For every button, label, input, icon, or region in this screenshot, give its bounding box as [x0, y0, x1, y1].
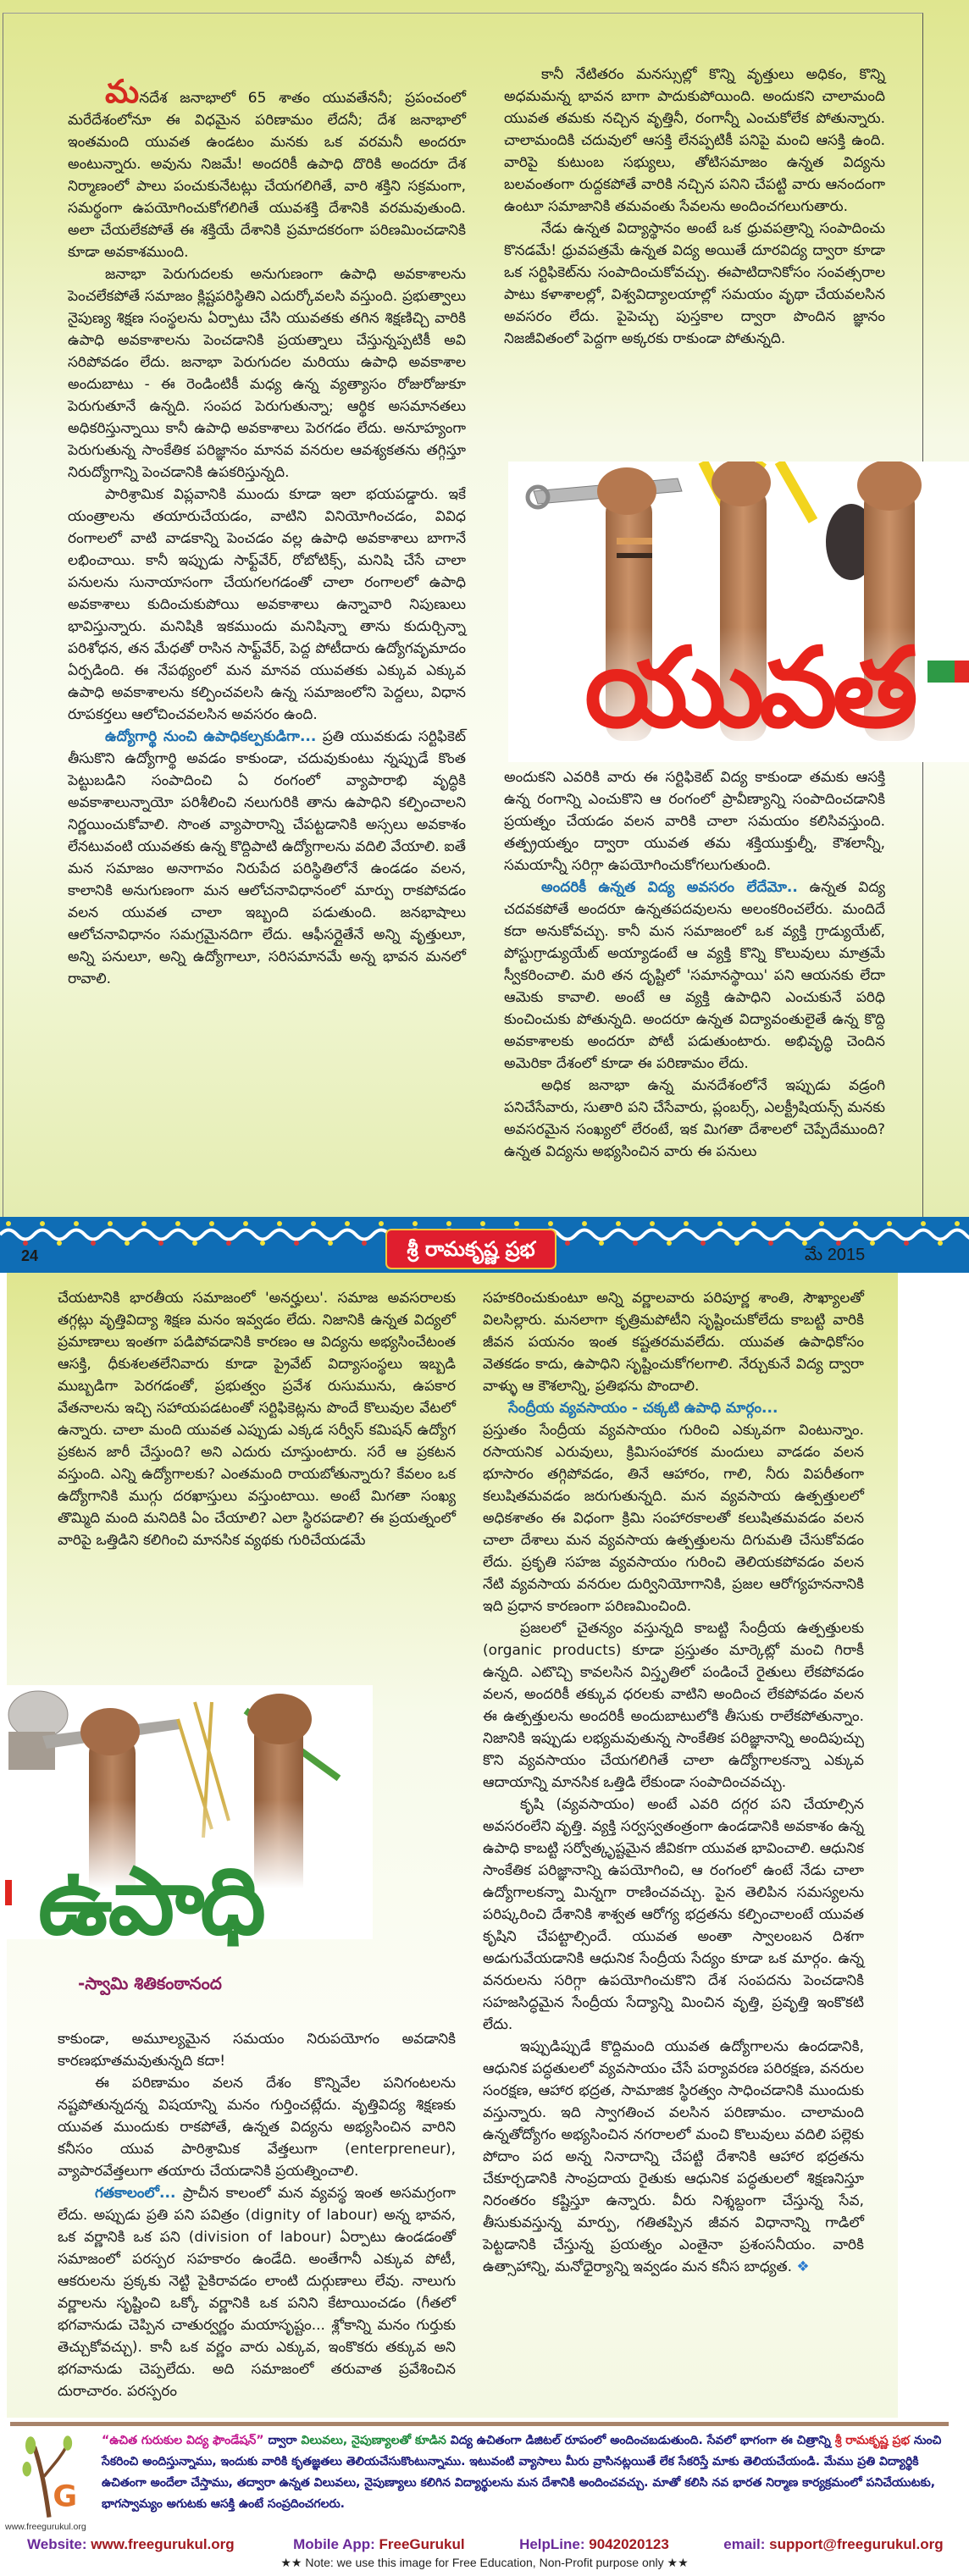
decorative-dot: [379, 1221, 384, 1226]
paragraph: అధిక జనాభా ఉన్న మనదేశంలోనే ఇప్పుడు వడ్రంగి పనిచేసేవారు, సుతారి పని చేసేవారు, ప్లంబర్స్, ఎలక్ట్రీషియన్స్ మనకు అవసరమైన సంఖ్యలో లేరంటే, ఇక మిగతా దేశాలలో చెప్పేదేముంది? ఉన్నత విద్యను అభ్యసించిన వారు ఈ పనులు: [504, 1077, 885, 1160]
decorative-dot: [243, 1221, 248, 1226]
decorative-dot: [57, 1241, 62, 1246]
decorative-dot: [260, 1241, 265, 1246]
decorative-red-block: [955, 661, 969, 683]
page2-left-column: [58, 1287, 456, 1551]
magazine-page-band: [0, 1217, 969, 1273]
decorative-green-block: [927, 661, 955, 683]
website-link[interactable]: www.freegurukul.org: [91, 2536, 235, 2552]
decorative-dot: [125, 1241, 130, 1246]
decorative-dot: [413, 1221, 418, 1226]
footer-divider: [10, 2422, 949, 2426]
decorative-dot: [209, 1221, 214, 1226]
paragraph: కాకుండా, అమూల్యమైన సమయం నిరుపయోగం అవడానికి కారణభూతమవుతున్నది కదా!: [58, 2031, 456, 2070]
section-heading: అందరికీ ఉన్నత విద్య అవసరం లేదేమో..: [541, 879, 798, 896]
decorative-dot: [514, 1221, 519, 1226]
decorative-dot: [768, 1241, 773, 1246]
decorative-dot: [565, 1241, 570, 1246]
decorative-red-mark: [5, 1880, 12, 1905]
decorative-dot: [938, 1241, 943, 1246]
decorative-dot: [294, 1241, 299, 1246]
decorative-dot: [480, 1221, 485, 1226]
decorative-dot: [74, 1221, 79, 1226]
section-heading-paragraph: ఉద్యోగార్థి నుంచి ఉపాధికల్పకుడిగా... ప్రతి యువకుడు సర్టిఫికెట్ తీసుకొని ఉద్యోగార్థి అవడం కాకుండా, చదువుకుంటు న్నప్పుడే కొంత పెట్టుబడిని సంపాదించి ఏ రంగంలో వ్యాపారాభి వృద్ధికి అవకాశాలున్నాయో పరిశీలించి నలుగురికి తాను ఉపాధిని కల్పించాలని నిర్ణయించుకోవాలి. సొంత వ్యాపారాన్ని చేపట్టడానికి అస్సలు అవకాశం లేనటువంటి యువతకు ఉన్న కొద్దిపాటి ఉద్యోగాలను వదిలి వేయాలి. ఐతే మన సమాజం అనాగావం నిరుపేద పరిస్థితిలోనే ఉండడం వలన, కాలానికి అనుగుణంగా మన ఆలోచనావిధానంలో మార్పు రాకపోవడం వలన యువత చాలా ఇబ్బంది పడుతుంది. జనభాషాలు ఆలోచనావిధానం సమగ్రమైనదిగా లేదు. ఆఫీసర్లైతేనే అన్ని వృత్తులూ, అన్ని పనులూ, అన్ని ఉద్యోగాలూ, సరిసమానమే అన్న భావన మనలో రావాలి.: [68, 728, 466, 987]
decorative-dot: [582, 1221, 587, 1226]
decorative-dot: [717, 1221, 723, 1226]
decorative-dot: [599, 1241, 604, 1246]
page2-right-column: [483, 1287, 864, 2278]
decorative-dot: [175, 1221, 180, 1226]
section-heading-paragraph: గతకాలంలో... ప్రాచీన కాలంలో మన వ్యవస్థ ఇంత అసమగ్రంగా లేదు. అప్పుడు ప్రతి పని పవిత్రం (dignity of labour) అన్న భావన, ఒక వర్ణానికి ఒక పని (division of labour) ఏర్పాటు ఉండడంతో సమాజంలో పరస్పర సహకారం ఉండేది. అంతేగానీ ఎక్కువ పోటీ, ఆకరులను ప్రక్కకు నెట్టి పైకిరావడం లాంటి దుర్గుణాలు లేవు. నాలుగు వర్ణాలను సృష్టించి ఒక్కో వర్ణానికి ఒక పనిని కేటాయించడం (గీతలో భగవానుడు చెప్పిన చాతుర్వర్ణం మయాసృష్టం... శ్లోకాన్ని మనం గుర్తుకు తెచ్చుకోవచ్చు). కానీ ఒక వర్ణం వారు ఎక్కువ, ఇంకొకరు తక్కువ అని భగవానుడు చెప్పలేదు. అది సమాజంలో తరువాత ప్రవేశించిన దురాచారం. పరస్పరం: [58, 2185, 456, 2400]
usage-note: ★★ Note: we use this image for Free Education, Non-Profit purpose only ★★: [280, 2556, 689, 2569]
decorative-dot: [6, 1221, 11, 1226]
article-title-yuvata: యువత: [584, 623, 913, 752]
decorative-dot: [40, 1221, 45, 1226]
page-number: 24: [21, 1247, 39, 1264]
article-title-upadhi: ఉపాధి: [38, 1847, 262, 1955]
logo-url-text: www.freegurukul.org: [5, 2522, 86, 2532]
decorative-dot: [667, 1241, 672, 1246]
paragraph: చేయటానికి భారతీయ సమాజంలో 'అనర్హులు'. సమాజ అవసరాలకు తగ్గట్లు వృత్తివిద్యా శిక్షణ మనం ఇవ్వడం లేదు. నిజానికి ఉన్నత విద్యలో ప్రమాణాలు ఇంతగా పడిపోవడానికి కారణం ఆ విద్యను అభ్యసించేటంత ఆసక్తి, ధీకుశలతలేనివారు కూడా ప్రైవేట్ విద్యాసంస్థలు ఇబ్బడి ముబ్బడిగా పెరగడంతో, ప్రభుత్వం ప్రవేశ రుసుమును, ఉపకార వేతనాలను ఇచ్చి సహాయపడటంతో సర్టిఫికెట్లను పొందే కొలువుల వేటలో ఉన్నారు. చాలా మంది యువత ఎప్పుడు ఎక్కడ సర్వీస్ కమిషన్ ఉద్యోగ ప్రకటన జారీ చేస్తుంది? అని ఎదురు చూస్తుంటారు. సరే ఆ ప్రకటన వస్తుంది. ఎన్ని ఉద్యోగాలకు? ఎంతమంది రాయబోతున్నారు? కేవలం ఒక ఉద్యోగానికి ముగ్గు దరఖాస్తులు వస్తుంటాయి. అంటే మిగతా సంఖ్య తొమ్మిది మంది మనిదికి ఏం చేయాలి? ఎలా స్థిరపడాలి? ఈ ప్రయత్నంలో వారిపై ఒత్తిడిని కలిగించి మానసిక వ్యథకు గురిచేయడమే: [58, 1290, 456, 1549]
mobile-app-link[interactable]: FreeGurukul: [379, 2536, 465, 2552]
paragraph: ప్రస్తుతం సేంద్రీయ వ్యవసాయం గురించి ఎక్కువగా వింటున్నాం. రసాయనిక ఎరువులు, క్రిమిసంహారక మందులు వాడడం వలన భూసారం తగ్గిపోవడం, తినే ఆహారం, గాలి, నీరు విపరీతంగా కలుషితమవడం జరుగుతున్నది. మన వ్యవసాయ ఉత్పత్తులలో అధికశాతం ఈ విధంగా క్రిమి సంహారకాలతో కలుషితమవడం వలన చాలా దేశాలు మన వ్యవసాయ ఉత్పత్తులను దిగుమతి చేసుకోవడం లేదు. ప్రకృతి సహజ వ్యవసాయం గురించి తెలియకపోవడం వలన నేటి వ్యవసాయ వనరుల దుర్వినియోగానికి, ప్రజల ఆరోగ్యహననానికి ఇది ప్రధాన కారణంగా పరిణమించింది.: [483, 1422, 864, 1615]
decorative-dot: [684, 1221, 689, 1226]
freegurukul-tree-logo: [7, 2432, 91, 2521]
end-of-article-icon: ❖: [796, 2258, 810, 2275]
section-heading: సేంద్రీయ వ్యవసాయం - చక్కటి ఉపాధి మార్గం...: [508, 1400, 778, 1417]
email-link[interactable]: support@freegurukul.org: [769, 2536, 944, 2552]
paragraph-intro: మనదేశ జనాభాలో 65 శాతం యువతేననీ; ప్రపంచంలో మరేదేశంలోనూ ఈ విధమైన పరిణామం లేదనీ; దేశ జనాభాలో ఇంతమంది యువత ఉండటం మనకు ఒక వరమనీ అందరూ అంటున్నారు. అవును నిజమే! అందరికీ ఉపాధి దొరికి అందరూ దేశ నిర్మాణంలో పాలు పంచుకునేటట్లు చేయగలిగితే, వారి శక్తిని సక్రమంగా, సమర్థంగా ఉపయోగించుకోగలిగితే యువశక్తి దేశానికి వరమవుతుంది. అలా చేయలేకపోతే ఈ శక్తియే దేశానికి ప్రమాదకరంగా పరిణమించడానికి కూడా అవకాశముంది.: [68, 73, 467, 261]
decorative-dot: [158, 1241, 163, 1246]
magazine-reference: శ్రీ రామకృష్ణ ప్రభ: [834, 2434, 910, 2447]
decorative-dot: [819, 1221, 824, 1226]
decorative-dot: [311, 1221, 316, 1226]
decorative-dot: [548, 1221, 553, 1226]
paragraph: ఇప్పుడిప్పుడే కొద్దిమంది యువత ఉద్యోగాలను ఉందడానికి, ఆధునిక పద్ధతులలో వ్యవసాయం చేసే పర్యావరణ పరిరక్షణ, వనరుల సంరక్షణ, ఆహార భద్రత, సామాజిక స్థిరత్వం సాధించడానికి ముందుకు వస్తున్నారు. ఇది స్వాగతించ వలసిన పరిణామం. చాలామంది ఉన్నతోద్యోగం అభ్యసించిన నగరాలలో మంచి కొలువులు వదిలి పల్లెకు పోదాం పద అన్న నినాదాన్ని చేపట్టి దేశానికి ఆహార భద్రతను చేకూర్చడానికి సాంప్రదాయ రైతుకు ఆధునిక పద్ధతులలో శిక్షణనిస్తూ నిరంతరం కష్టిస్తూ ఉన్నారు. వీరు నిశ్శబ్దంగా చేస్తున్న సేవ, తీసుకువస్తున్న మార్పు, గతితప్పిన జీవన విధానాన్ని గాడిలో పెట్టడానికి చేస్తున్న ప్రయత్నం ఎంతైనా ప్రశంసనీయం. వారికి ఉత్సాహాన్ని, మనోధైర్యాన్ని ఇవ్వడం మన కనీస బాధ్యత. ❖: [483, 2038, 864, 2275]
decorative-dot: [345, 1221, 350, 1226]
decorative-dot: [23, 1241, 28, 1246]
paragraph: నేడు ఉన్నత విద్యాస్థానం అంటే ఒక ధ్రువపత్రాన్ని సంపాదించు కొనడమే! ధ్రువపత్రమే ఉన్నత విద్య అయితే దూరవిద్య ద్వారా కూడా ఒక సర్టిఫికెట్‌ను సంపాదించుకోవచ్చు. ఈపాటిదానికోసం సంవత్సరాల పాటు కళాశాలల్లో, విశ్వవిద్యాలయాల్లో సమయం వృథా చేయవలసిన అవసరం లేదు. పైపెచ్చు పుస్తకాల ద్వారా పొందిన జ్ఞానం నిజజీవితంలో పెద్దగా అక్కరకు రాకుండా పోతున్నది.: [504, 220, 885, 347]
foundation-name: “ఉచిత గురుకుల విద్య ఫౌండేషన్”: [102, 2434, 264, 2447]
decorative-dot: [785, 1221, 790, 1226]
decorative-dot: [870, 1241, 875, 1246]
footer-description: “ఉచిత గురుకుల విద్య ఫౌండేషన్” ద్వారా విలువలు, నైపుణ్యాలతో కూడిన విద్య ఉచితంగా డిజిటల్ రూపంలో అందించబడుతుంది. సేవలో భాగంగా ఈ చిత్రాన్ని శ్రీ రామకృష్ణ ప్రభ నుంచి సేకరించి అందిస్తున్నాము, ఇందుకు వారికి కృతజ్ఞతలు తెలియచేసుకొంటున్నాము. ఇటువంటి వ్యాసాలు మీరు వ్రాసినట్లయితే లేక సేకరిస్తే మాకు తెలియచేయండి. మేము ప్రతి విద్యార్థికి ఉచితంగా అందేలా చేస్తాము, తద్వారా ఉన్నత విలువలు, నైపుణ్యాలు కలిగిన విద్యార్థులను మన దేశానికి అందించవచ్చు. మాతో కలిసి నవ భారత నిర్మాణ కార్యక్రమంలో పనిచేయుటకు, భాగస్వామ్యం అగుటకు ఆసక్తి ఉంటే సంప్రదించగలరు.: [102, 2434, 942, 2511]
section-heading-paragraph: అందరికీ ఉన్నత విద్య అవసరం లేదేమో.. ఉన్నత విద్య చదవకపోతే అందరూ ఉన్నతపదవులను అలంకరించలేరు. మందిదే కదా అనుకోవచ్చు. కానీ మన సమాజంలో ఒక వ్యక్తి గ్రాడ్యుయేట్, పోస్టుగ్రాడ్యుయేట్ అయ్యాడంటే ఆ వ్యక్తి కొన్ని కొలువులు మాత్రమే స్వీకరించాలి. మరి తన దృష్టిలో 'సమానస్థాయి' పని ఆయనకు లేదా ఆమెకు కావాలి. అంటే ఆ వ్యక్తి ఉపాధిని ఎంచుకునే పరిధి కుంచించుకు పోతున్నది. అందరూ ఉన్నత విద్యావంతులైతే ఉన్న కొద్ది అవకాశాలకు అందరూ పోటీ పడుతుంటారు. అభివృద్ధి చెందిన అమెరికా దేశంలో కూడా ఈ పరిణామం లేదు.: [504, 879, 885, 1072]
paragraph: కృషి (వ్యవసాయం) అంటే ఎవరి దగ్గర పని చేయాల్సిన అవసరంలేని వృత్తి. వ్యక్తి సర్వస్వతంత్రంగా ఉండడానికి అవకాశం ఉన్న ఉపాధి కాబట్టి సర్వోత్కృష్టమైన జీవికగా యువత భావించాలి. ఆధునిక సాంకేతిక పరిజ్ఞానాన్ని ఉపయోగించి, ఆ రంగంలో ఉంటే నేడు చాలా ఉద్యోగాలకన్నా మిన్నగా రాణించవచ్చు. పైన తెలిపిన సమస్యలను పరిష్కరించి దేశానికి శాశ్వత ఆరోగ్య భద్రతను కల్పించాలంటే యువత కృషిని చేపట్టాల్సిందే. యువత అంతా స్వాలంబన దిశగా అడుగువేయడానికి ఆధునిక సేంద్రీయ సేద్యం కూడా ఒక మార్గం. ఉన్న వనరులను సరిగ్గా ఉపయోగించుకొని దేశ సంపదను పెంచడానికి సహజసిద్ధమైన సేంద్రీయ సేద్యాన్ని మించిన వృత్తి, ప్రవృత్తి ఇంకొకటి లేదు.: [483, 1796, 864, 2033]
section-heading: గతకాలంలో...: [95, 2185, 176, 2202]
paragraph: ప్రజలలో చైతన్యం వస్తున్నది కాబట్టి సేంద్రీయ ఉత్పత్తులకు (organic products) కూడా ప్రస్తుతం మార్కెట్లో మంచి గిరాకీ ఉన్నది. ఎటొచ్చి కావలసిన విస్తృతిలో పండించే రైతులు లేకపోవడం వలన, అందరికీ తక్కువ ధరలకు వాటిని అందించ లేకపోవడం వలన ఈ ఉత్పత్తులను అందరికీ అందుబాటులోకి తీసుకు రాలేకపోతున్నాం. నిజానికి ఇప్పుడు లభ్యమవుతున్న సాంకేతిక పరిజ్ఞానాన్ని అందిపుచ్చు కొని వ్యవసాయం చేయగలిగితే చాలా ఉద్యోగాలకన్నా ఎక్కువ ఆదాయాన్ని మానసిక ఒత్తిడి లేకుండా సంపాదించవచ్చు.: [483, 1620, 864, 1791]
decorative-dot: [91, 1241, 96, 1246]
helpline-number[interactable]: 9042020123: [589, 2536, 669, 2552]
page1-right-column-bottom: [504, 766, 885, 1163]
contact-line: Website: www.freegurukul.org Mobile App: FreeGurukul HelpLine: 9042020123 email: support@freegurukul.org: [27, 2536, 944, 2552]
section-heading-line: [483, 1397, 864, 1419]
page1-right-column-top: [504, 64, 885, 350]
magazine-logo: శ్రీ రామకృష్ణ ప్రభ: [385, 1229, 556, 1269]
decorative-dot: [277, 1221, 282, 1226]
paragraph: పారిశ్రామిక విప్లవానికి ముందు కూడా ఇలా భయపడ్డారు. ఇకే యంత్రాలను తయారుచేయడం, వాటిని వినియోగించడం, వివిధ రంగాలలో వాటి వాడకాన్ని పెంచడం వల్ల ఉపాధి అవకాశాలు బాగానే లభించాయి. కానీ ఇప్పుడు సాఫ్ట్‌వేర్, రోబోటిక్స్, మనిషి చేసే చాలా పనులను సునాయాసంగా చేయగలగడంతో చాలా రంగాలలో ఉపాధి అవకాశాలు కుదించుకుపోయి అవకాశాలు ఉన్నావారి నిపుణులు భావిస్తున్నారు. మనిషికి ఇకముందు మనిషిన్నా తాను కుదుర్చిన్నా పరిశోధన, తన మేధతో రాసిన సాఫ్ట్‌వేర్, పెద్ద పోటీదారు ఉద్యోగవృమాదం ఏర్పడింది. ఈ నేపథ్యంలో మన మానవ యువతకు ఎక్కువ ఎక్కువ ఉపాధి అవకాశాలను కల్పించవలసి ఉన్న సమాజంలోని పెద్దలు, విధాన రూపకర్తలు ఆలోచించవలసిన అవసరం ఉంది.: [68, 486, 466, 723]
paragraph: జనాభా పెరుగుదలకు అనుగుణంగా ఉపాధి అవకాశాలను పెంచలేకపోతే సమాజం క్లిష్టపరిస్థితిని ఎదుర్కోవలసి వస్తుంది. ప్రభుత్వాలు నైపుణ్య శిక్షణ సంస్థలను ఏర్పాటు చేసి యువతకు తగిన శిక్షణిచ్చి వారికి ఉపాధి అవకాశాలను పెంచడానికి ప్రయత్నాలు చేస్తున్నప్పటికీ అవి సరిపోవడం లేదు. జనాభా పెరుగుదల మరియు ఉపాధి అవకాశాల అందుబాటు - ఈ రెండింటికీ మధ్య ఉన్న వ్యత్యాసం రోజురోజుకూ పెరుగుతూనే ఉన్నది. సంపద పెరుగుతున్నా; ఆర్థిక అసమానతలు అధికరిస్తున్నాయి కానీ ఉపాధి అవకాశాలు పెరగడం లేదు. అనూహ్యంగా పెరుగుతున్న సాంకేతిక పరిజ్ఞానం మానవ వనరుల ఆవశ్యకతను తగ్గిస్తూ నిరుద్యోగాన్ని పెంచడానికి ఉపకరిస్తున్నది.: [68, 266, 466, 481]
decorative-dot: [226, 1241, 231, 1246]
decorative-dot: [751, 1221, 756, 1226]
svg-text:G: G: [53, 2479, 78, 2514]
decorative-dot: [700, 1241, 706, 1246]
article-author: -స్వామి శితికంఠానంద: [78, 1973, 222, 1993]
decorative-dot: [853, 1221, 858, 1226]
decorative-dot: [734, 1241, 739, 1246]
decorative-dot: [921, 1221, 926, 1226]
decorative-dot: [650, 1221, 655, 1226]
decorative-dot: [108, 1221, 113, 1226]
decorative-dot: [328, 1241, 333, 1246]
decorative-dot: [904, 1241, 909, 1246]
decorative-dot: [887, 1221, 892, 1226]
paragraph: ఈ పరిణామం వలన దేశం కొన్నివేల పనిగంటలను నష్టపోతున్నదన్న విషయాన్ని మనం గుర్తించట్లేదు. వృత్తివిద్య శిక్షణకు యువత ముందుకు రాకపోతే, ఉన్నత విద్యను అభ్యసించిన వారిని కనీసం యువ పారిశ్రామిక వేత్తలుగా (enterpreneur), వ్యాపారవేత్తలుగా తయారు చేయడానికి ప్రయత్నించాలి.: [58, 2075, 456, 2180]
page2-left-column-bottom: [58, 2028, 456, 2402]
decorative-dot: [446, 1221, 451, 1226]
paragraph: కానీ నేటితరం మనస్సుల్లో కొన్ని వృత్తులు అధికం, కొన్ని అధమమన్న భావన బాగా పాదుకుపోయింది. అందుకని చాలామంది యువత తమకు నచ్చిన వృత్తినీ, రంగాన్నీ ఎంచుకోలేక పోతున్నారు. చాలామందికి చదువులో ఆసక్తి లేనప్పటికీ పనిపై మంచి ఆసక్తి ఉంది. వారిపై కుటుంబ సభ్యులు, తోటిసమాజం ఉన్నత విద్యను బలవంతంగా రుద్దకపోతే వారికి నచ్చిన పనిని చేపట్టి వారు ఆనందంగా ఉంటూ సమాజానికి తమవంతు సేవలను అందించగలుగుతారు.: [504, 66, 885, 215]
freegurukul-footer: [0, 2422, 969, 2576]
paragraph: అందుకని ఎవరికి వారు ఈ సర్టిఫికెట్ విద్య కాకుండా తమకు ఆసక్తి ఉన్న రంగాన్ని ఎంచుకొని ఆ రంగంలో ప్రావీణ్యాన్ని సంపాదించడానికి ప్రయత్నం చేయడం వలన వారికి చాలా సమయం కలిసివస్తుంది. తత్ప్రయత్నం ద్వారా యువత తమ శక్తియుక్తుల్నీ, కౌశలాన్నీ, సమయాన్నీ సరిగ్గా ఉపయోగించుకోగలుగుతుంది.: [504, 769, 885, 874]
decorative-dot: [192, 1241, 197, 1246]
decorative-dot: [633, 1241, 638, 1246]
paragraph: సహకరించుకుంటూ అన్ని వర్ణాలవారు పరిపూర్ణ శాంతి, సౌఖ్యాలతో విలసిల్లారు. మనలాగా కృత్రిమపోటీని సృష్టించుకోలేదు కాబట్టి వారికి జీవన పయనం ఇంత కష్టతరమవలేదు. యువత ఉపాధికోసం వెతకడం కాదు, ఉపాధిని సృష్టించుకోగలగాలి. నేర్చుకునే విద్య ద్వారా వాళ్ళు ఆ కౌశలాన్ని, ప్రతిభను పొందాలి.: [483, 1290, 864, 1395]
decorative-dot: [362, 1241, 367, 1246]
issue-date: మే 2015: [805, 1246, 866, 1264]
page1-left-column: [68, 73, 467, 990]
decorative-dot: [616, 1221, 621, 1226]
section-heading: ఉద్యోగార్థి నుంచి ఉపాధికల్పకుడిగా...: [105, 728, 317, 745]
drop-cap: మ: [105, 73, 140, 110]
decorative-dot: [141, 1221, 147, 1226]
decorative-dot: [955, 1221, 960, 1226]
